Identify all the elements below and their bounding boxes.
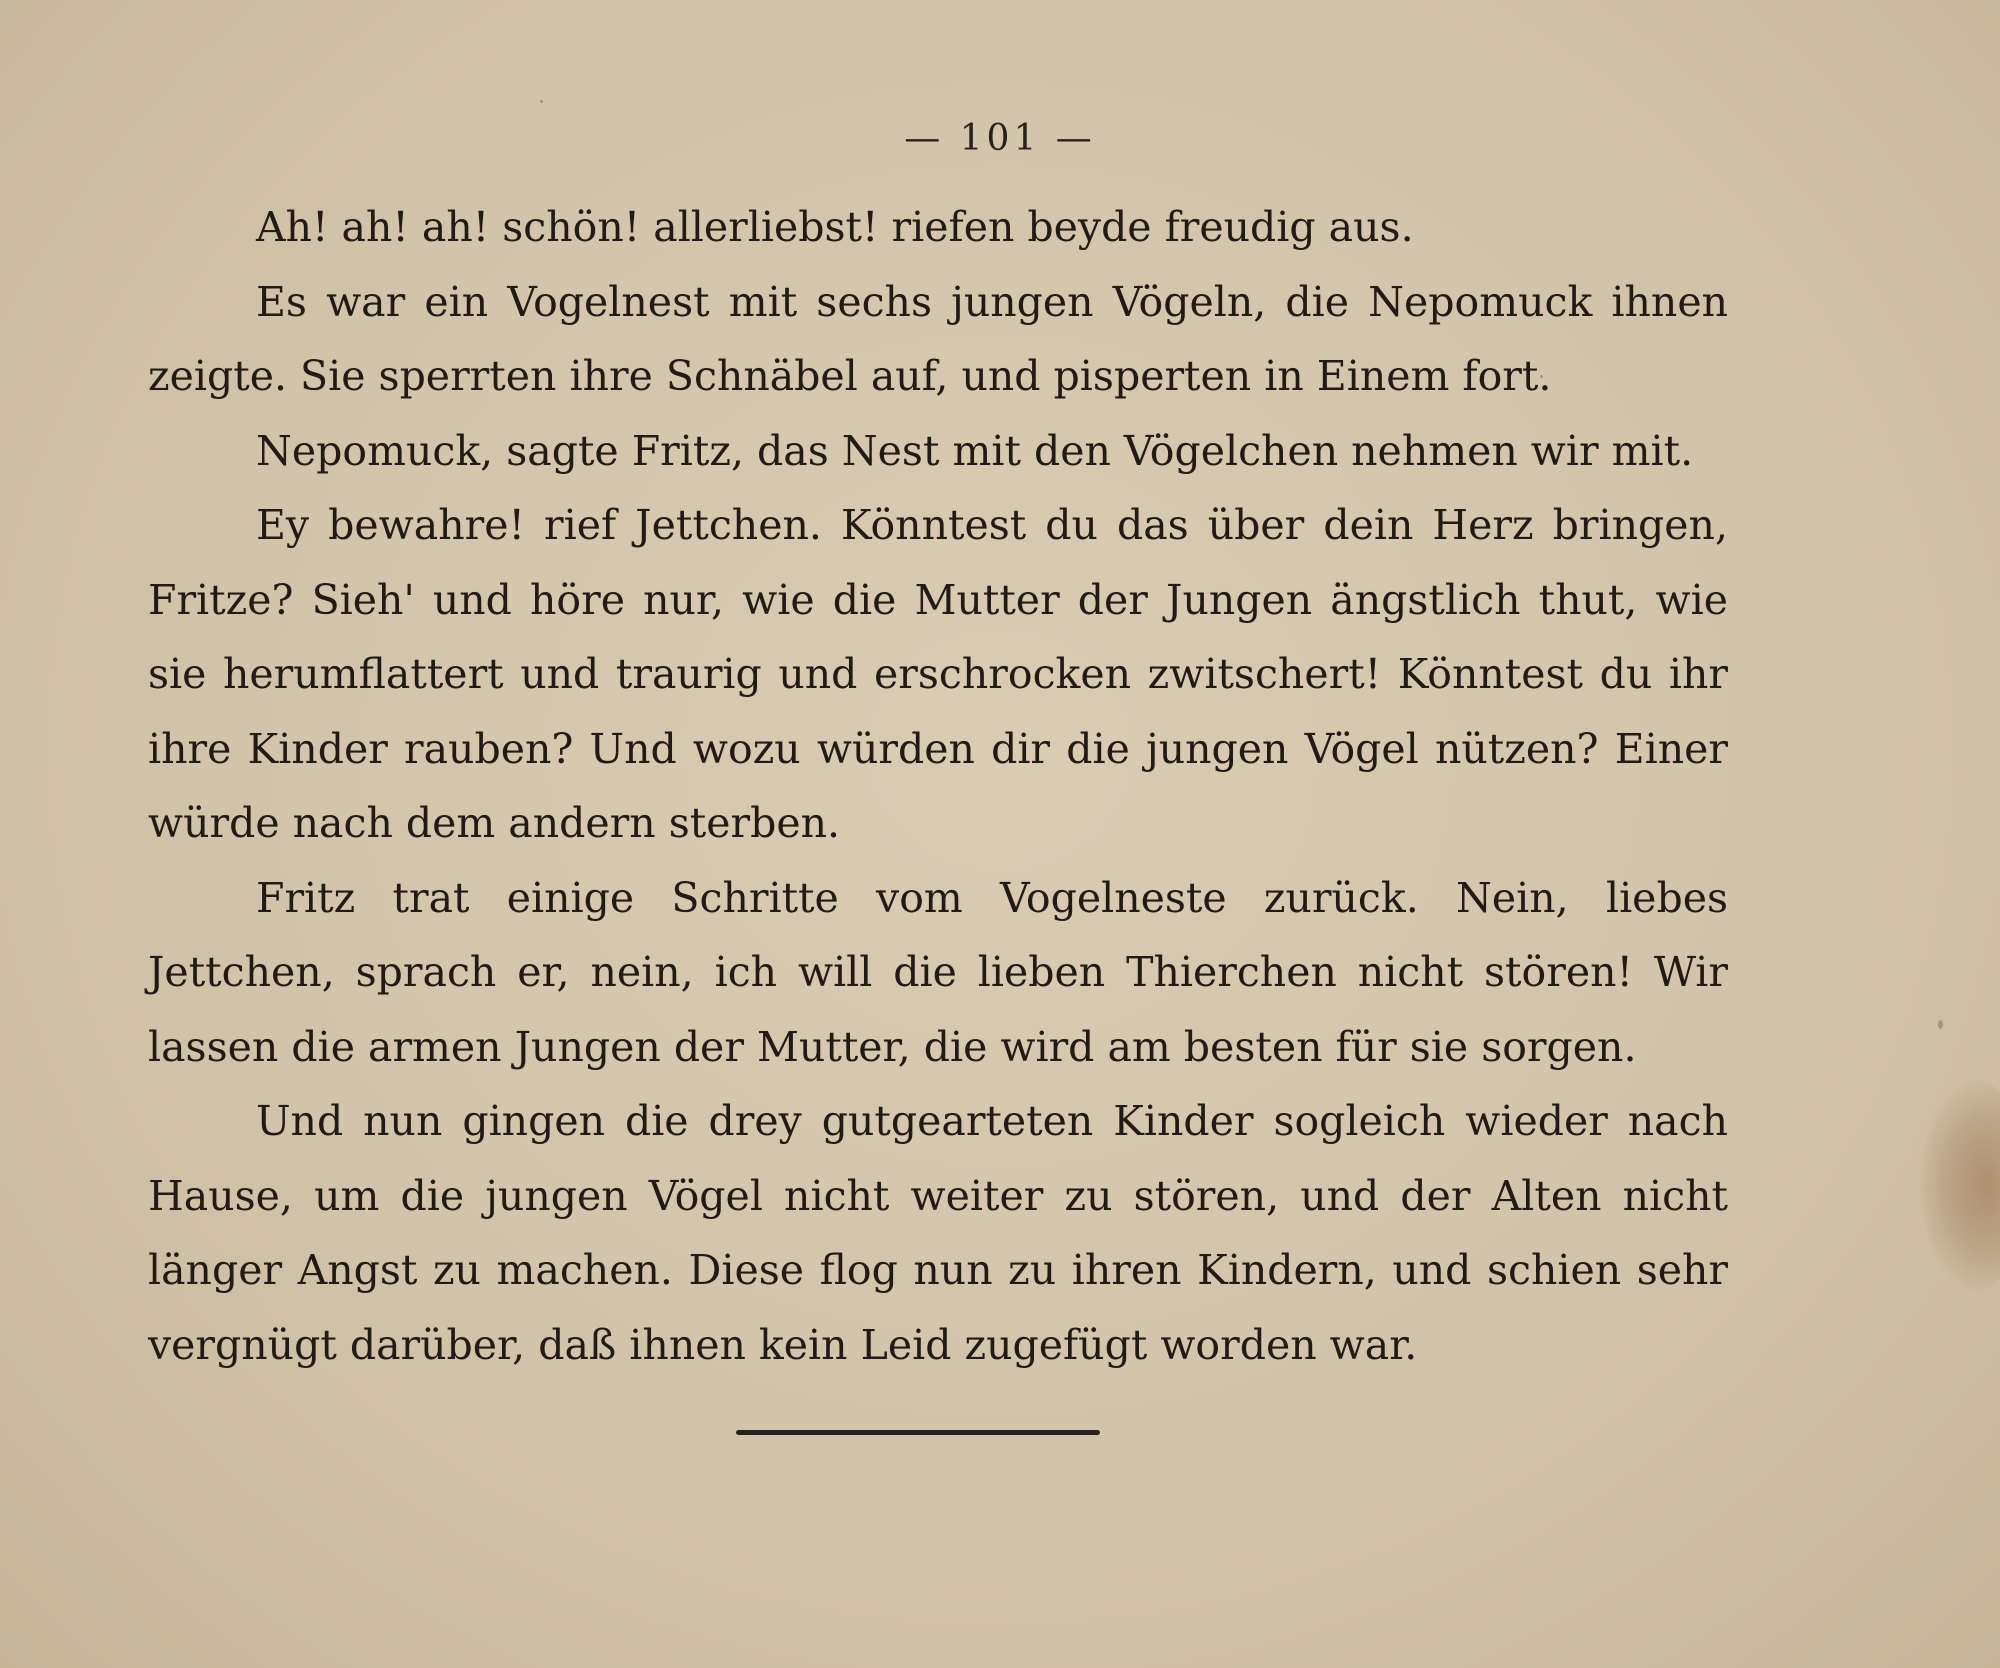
paper-spot <box>1938 1020 1943 1029</box>
paragraph: Und nun gingen die drey gutgearteten Kinder sogleich wieder nach Hause, um die jungen Vögel nicht weiter zu stören, und der Alten nicht länger Angst zu machen. Diese flog nun zu ihren Kindern, und schien sehr vergnügt darüber, daß ihnen kein Leid zugefügt worden war. <box>148 1097 1728 1369</box>
page-number-header: — 101 — <box>904 118 1096 159</box>
paper-spot <box>540 100 543 103</box>
paragraph: Ey bewahre! rief Jettchen. Könntest du das über dein Herz bringen, Fritze? Sieh' und höre nur, wie die Mutter der Jungen ängstlich thut, wie sie herumflattert und traurig und erschrocken zwitschert! Könntest du ihr ihre Kinder rauben? Und wozu würden dir die jungen Vögel nützen? Einer würde nach dem andern sterben. <box>148 501 1728 847</box>
end-rule <box>736 1430 1100 1435</box>
paper-stain <box>1920 1080 2000 1290</box>
paragraph: Nepomuck, sagte Fritz, das Nest mit den Vögelchen nehmen wir mit. <box>256 426 1694 475</box>
paragraph: Es war ein Vogelnest mit sechs jungen Vögeln, die Nepomuck ihnen zeigte. Sie sperrten ihre Schnäbel auf, und pisperten in Einem fort. <box>148 277 1728 400</box>
paragraph: Fritz trat einige Schritte vom Vogelneste zurück. Nein, liebes Jettchen, sprach er, nein, ich will die lieben Thierchen nicht stören! Wir lassen die armen Jungen der Mutter, die wird am besten für sie sorgen. <box>148 873 1728 1071</box>
body-text <box>148 190 1728 1382</box>
paragraph: Ah! ah! ah! schön! allerliebst! riefen beyde freudig aus. <box>256 203 1414 251</box>
